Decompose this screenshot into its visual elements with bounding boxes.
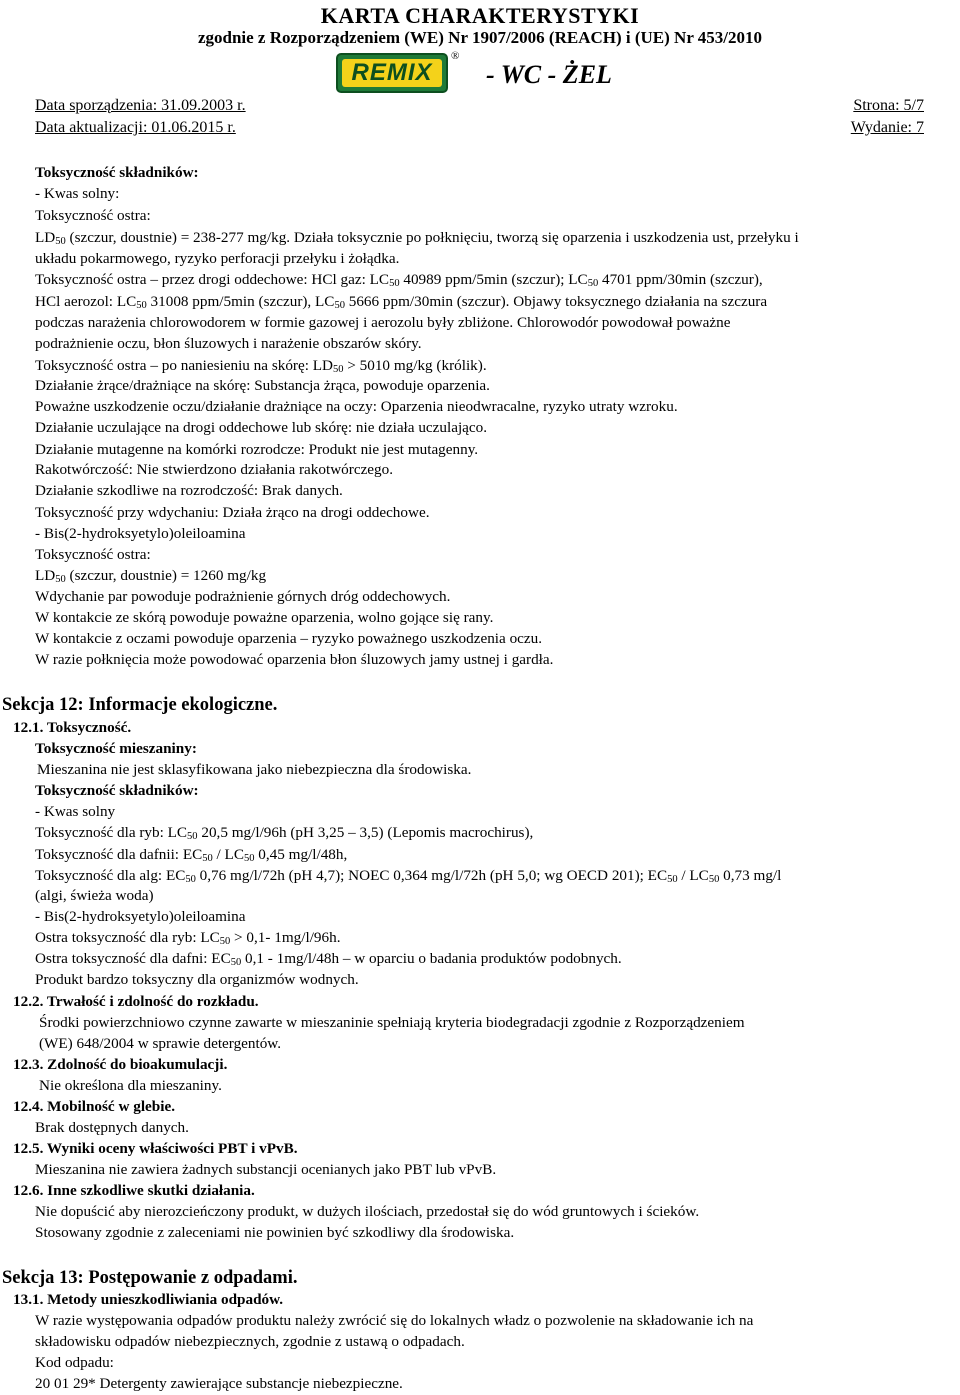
subsection-12-3-heading: 12.3. Zdolność do bioakumulacji. [13,1056,228,1073]
text-line: Stosowany zgodnie z zaleceniami nie powinien być szkodliwy dla środowiska. [35,1224,515,1241]
subsection-12-2-heading: 12.2. Trwałość i zdolność do rozkładu. [13,993,259,1010]
subsection-12-6-heading: 12.6. Inne szkodliwe skutki działania. [13,1182,255,1199]
remix-logo [336,53,448,93]
text-line: W razie występowania odpadów produktu należy zwrócić się do lokalnych władz o pozwolenie na składowanie ich na [35,1312,754,1329]
text-line: Toksyczność dla ryb: $LC_{50}$ 20,5 mg/l/96h (pH 3,25 – 3,5) (Lepomis macrochirus), [35,824,534,842]
text-line: Rakotwórczość: Nie stwierdzono działania rakotwórczego. [35,461,394,478]
text-line: podczas narażenia chlorowodorem w formie gazowej i aerozolu były zbliżone. Chlorowodór powodował poważne [35,314,731,331]
text-line: - Kwas solny [35,803,116,820]
text-line: (algi, świeża woda) [35,887,154,904]
text-line: HCl aerozol: $LC_{50}$ 31008 ppm/5min (szczur), $LC_{50}$ 5666 ppm/30min (szczur). Objawy toksycznego działania na szczura [35,293,768,311]
mixture-toxicity-heading: Toksyczność mieszaniny: [35,740,197,757]
text-line: Toksyczność ostra: [35,546,151,563]
subsection-13-1-heading: 13.1. Metody unieszkodliwiania odpadów. [13,1291,284,1308]
subsection-12-5-heading: 12.5. Wyniki oceny właściwości PBT i vPvB. [13,1140,298,1157]
text-line: Ostra toksyczność dla dafni: $EC_{50}$ 0,1 - 1mg/l/48h – w oparciu o badania produktów podobnych. [35,950,622,968]
text-line: Toksyczność przy wdychaniu: Działa żrąco na drogi oddechowe. [35,504,430,521]
created-date: Data sporządzenia: 31.09.2003 r. [35,97,246,114]
text-line: Wdychanie par powoduje podrażnienie górnych dróg oddechowych. [35,588,451,605]
text-line: Środki powierzchniowo czynne zawarte w mieszaninie spełniają kryteria biodegradacji zgodnie z Rozporządzeniem [39,1014,745,1031]
text-line: W kontakcie z oczami powoduje oparzenia – ryzyko poważnego uszkodzenia oczu. [35,630,543,647]
waste-code: 20 01 29* Detergenty zawierające substancje niebezpieczne. [35,1375,403,1392]
updated-date: Data aktualizacji: 01.06.2015 r. [35,119,236,136]
text-line: $LD_{50}$ (szczur, doustnie) = 1260 mg/kg [35,567,267,585]
text-line: Toksyczność ostra – po naniesieniu na skórę: $LD_{50} > 5010$ mg/kg (królik). [35,357,487,375]
edition-number: Wydanie: 7 [850,119,924,136]
text-line: $LD_{50}$ (szczur, doustnie) = 238-277 mg/kg. Działa toksycznie po połknięciu, tworzą się oparzenia i uszkodzenia ust, przełyku i [35,229,799,247]
text-line: Działanie mutagenne na komórki rozrodcze: Produkt nie jest mutagenny. [35,441,479,458]
regulation-subtitle: zgodnie z Rozporządzeniem (WE) Nr 1907/2006 (REACH) i (UE) Nr 453/2010 [197,28,763,47]
text-line: Toksyczność dla dafnii: $EC_{50} / LC_{50}$ 0,45 mg/l/48h, [35,846,348,864]
components-toxicity-heading: Toksyczność składników: [35,164,199,181]
text-line: Nie dopuścić aby nierozcieńczony produkt, w dużych ilościach, przedostał się do wód gruntowych i ścieków. [35,1203,700,1220]
text-line: Mieszanina nie zawiera żadnych substancji ocenianych jako PBT lub vPvB. [35,1161,497,1178]
components-toxicity-heading: Toksyczność składników: [35,782,199,799]
text-line: Kod odpadu: [35,1354,114,1371]
text-line: W razie połknięcia może powodować oparzenia błon śluzowych jamy ustnej i gardła. [35,651,554,668]
text-line: W kontakcie ze skórą powoduje poważne oparzenia, wolno gojące się rany. [35,609,494,626]
text-line: Ostra toksyczność dla ryb: $LC_{50} > 0,1-$ 1mg/l/96h. [35,929,341,947]
text-line: składowisku odpadów niebezpiecznych, zgodnie z ustawą o odpadach. [35,1333,465,1350]
text-line: Toksyczność dla alg: $EC_{50}$ 0,76 mg/l/72h (pH 4,7); NOEC 0,364 mg/l/72h (pH 5,0; wg OECD 201); $EC_{50} / LC_{50}$ 0,73 mg/l [35,867,782,885]
text-line: układu pokarmowego, ryzyko perforacji przełyku i żołądka. [35,250,400,267]
text-line: Działanie uczulające na drogi oddechowe lub skórę: nie działa uczulająco. [35,419,488,436]
subsection-12-1-heading: 12.1. Toksyczność. [13,719,132,736]
subsection-12-4-heading: 12.4. Mobilność w glebie. [13,1098,175,1115]
text-line: Produkt bardzo toksyczny dla organizmów wodnych. [35,971,359,988]
text-line: Toksyczność ostra – przez drogi oddechowe: HCl gaz: $LC_{50}$ 40989 ppm/5min (szczur); $LC_{50}$ 4701 ppm/30min (szczur), [35,271,763,289]
page-number: Strona: 5/7 [853,97,924,114]
section-12-heading: Sekcja 12: Informacje ekologiczne. [2,695,278,715]
text-line: Poważne uszkodzenie oczu/działanie drażniące na oczy: Oparzenia nieodwracalne, ryzyko utraty wzroku. [35,398,678,415]
text-line: - Bis(2-hydroksyetylo)oleiloamina [35,525,246,542]
text-line: Brak dostępnych danych. [35,1119,189,1136]
text-line: Działanie szkodliwe na rozrodczość: Brak danych. [35,482,343,499]
text-line: Działanie żrące/drażniące na skórę: Substancja żrąca, powoduje oparzenia. [35,377,490,394]
product-name: - WC - ŻEL [486,60,612,89]
text-line: podrażnienie oczu, błon śluzowych i narażenie obszarów skóry. [35,335,422,352]
logo-text: REMIX [342,59,442,87]
registered-mark: ® [451,50,460,62]
text-line: - Bis(2-hydroksyetylo)oleiloamina [35,908,246,925]
document-title: KARTA CHARAKTERYSTYKI [320,3,640,28]
text-line: (WE) 648/2004 w sprawie detergentów. [39,1035,282,1052]
text-line: - Kwas solny: [35,185,120,202]
text-line: Mieszanina nie jest sklasyfikowana jako niebezpieczna dla środowiska. [37,761,472,778]
text-line: Nie określona dla mieszaniny. [39,1077,222,1094]
section-13-heading: Sekcja 13: Postępowanie z odpadami. [2,1268,298,1288]
text-line: Toksyczność ostra: [35,207,151,224]
